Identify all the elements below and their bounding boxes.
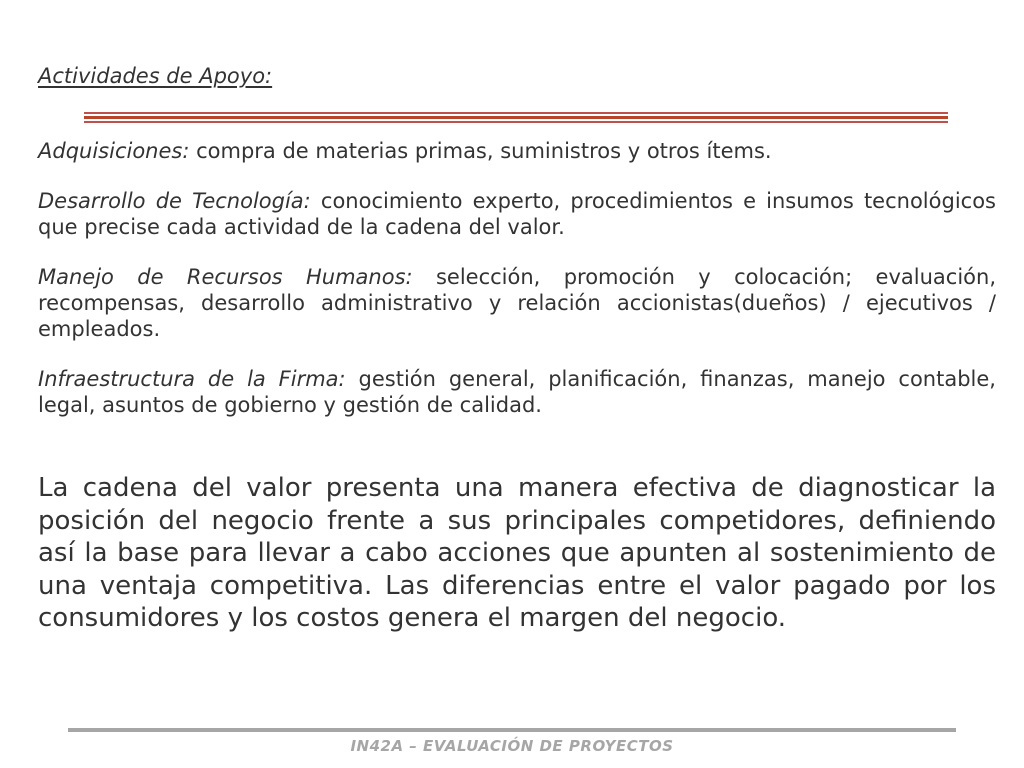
activity-item-adquisiciones: [38, 138, 996, 164]
activity-description: selección, promoción y colocación; evaluación, recompensas, desarrollo administrativo y relación accionistas(dueños) / ejecutivos / empleados.: [38, 265, 996, 341]
decorative-triple-rule: [84, 112, 948, 124]
footer-course-title: IN42A – EVALUACIÓN DE PROYECTOS: [350, 737, 674, 755]
summary-paragraph: La cadena del valor presenta una manera efectiva de diagnosticar la posición del negocio frente a sus principales competidores, definiendo así la base para llevar a cabo acciones que apunten al sostenimiento de una ventaja competitiva. Las diferencias entre el valor pagado por los consumidores y los costos genera el margen del negocio.: [38, 473, 996, 633]
activity-item-recursos-humanos: [38, 264, 996, 342]
activity-description: conocimiento experto, procedimientos e insumos tecnológicos que precise cada actividad de la cadena del valor.: [38, 189, 996, 239]
activity-term: Adquisiciones:: [38, 139, 190, 163]
activity-term: Manejo de Recursos Humanos:: [38, 265, 413, 289]
activity-term: Desarrollo de Tecnología:: [38, 189, 311, 213]
activity-description: compra de materias primas, suministros y otros ítems.: [189, 139, 772, 163]
activity-item-desarrollo-tecnologia: [38, 188, 996, 240]
footer-rule: [68, 728, 956, 732]
activity-item-infraestructura: [38, 366, 996, 418]
activities-list: [38, 138, 996, 442]
rule-line-middle: [84, 116, 948, 119]
slide-heading: Actividades de Apoyo:: [38, 64, 273, 88]
rule-line-top: [84, 112, 948, 114]
activity-description: gestión general, planificación, finanzas, manejo contable, legal, asuntos de gobierno y gestión de calidad.: [38, 367, 996, 417]
activity-term: Infraestructura de la Firma:: [38, 367, 346, 391]
rule-line-bottom: [84, 121, 948, 123]
